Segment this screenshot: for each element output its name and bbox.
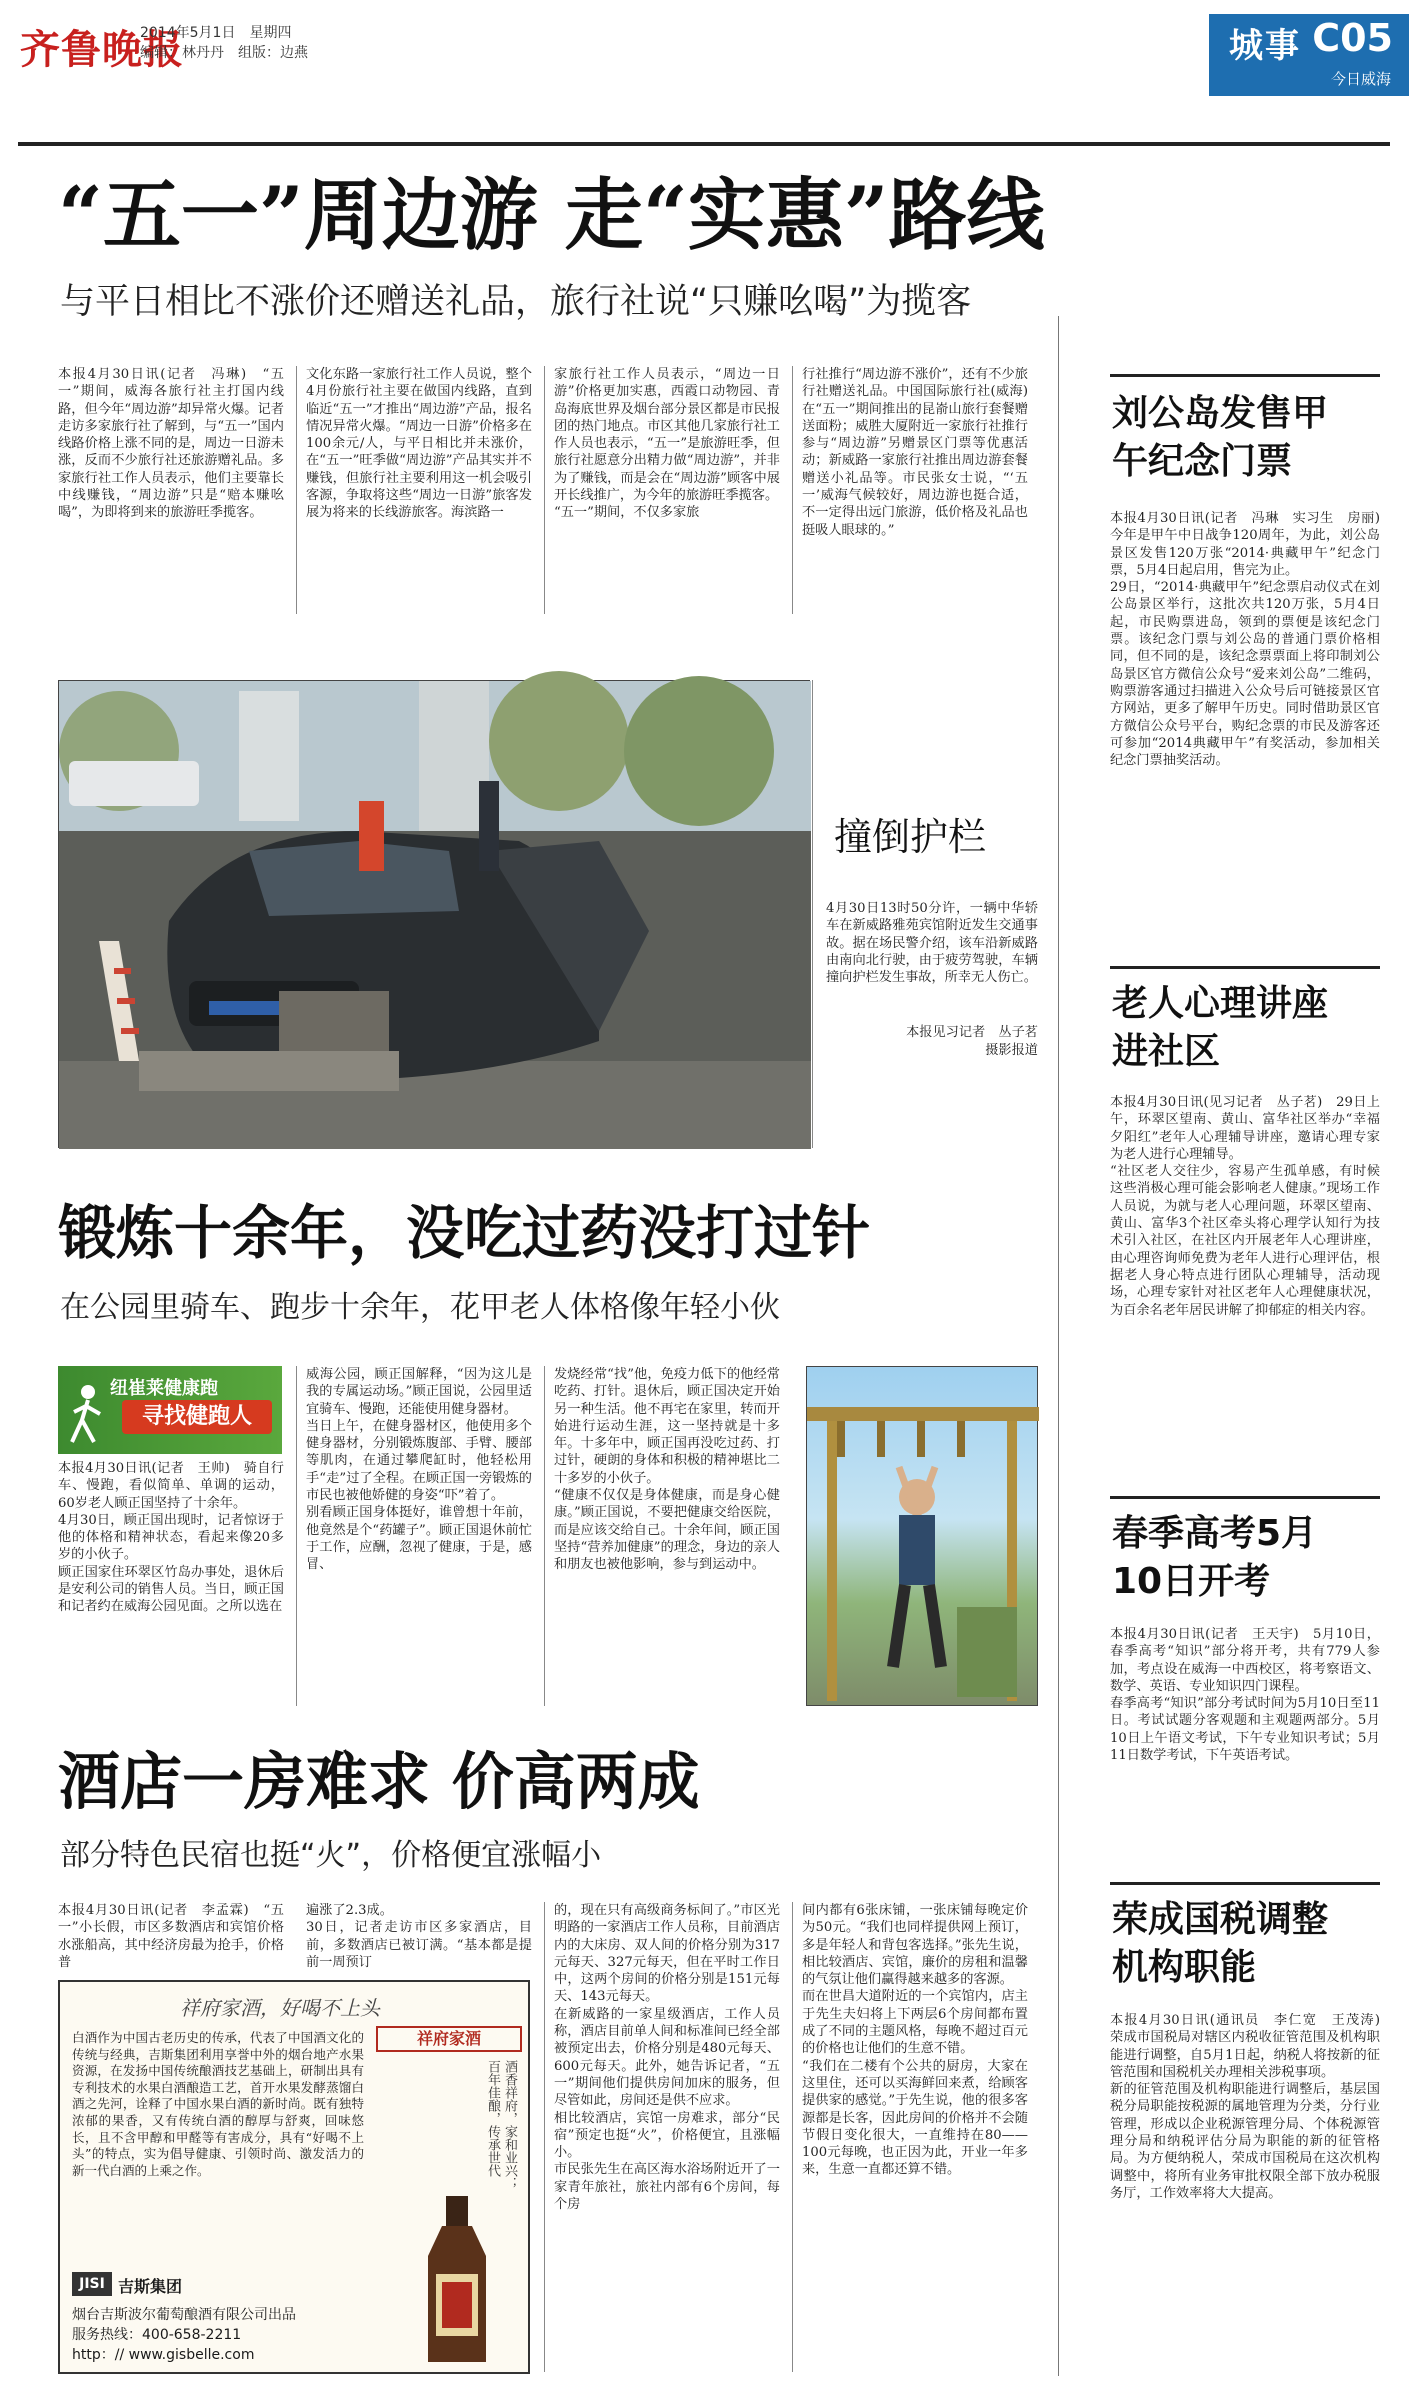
section-name: 城事 bbox=[1229, 26, 1301, 66]
story3-col2: 遍涨了2.3成。 30日，记者走访市区多家酒店，目前，多数酒店已被订满。“基本都是提前一周预订 bbox=[306, 1903, 532, 1970]
column-divider bbox=[296, 1366, 297, 1706]
banner-line2: 寻找健跑人 bbox=[122, 1400, 272, 1434]
column-divider bbox=[812, 680, 813, 1148]
story3-subhead: 部分特色民宿也挺“火”，价格便宜涨幅小 bbox=[60, 1838, 602, 1873]
ad-brand-mark: 祥府家酒 bbox=[376, 2026, 522, 2052]
page-number: C05 bbox=[1312, 16, 1393, 60]
sidebar-body-2: 本报4月30日讯(见习记者 丛子茗) 29日上午，环翠区望南、黄山、富华社区举办“幸福夕阳红”老年人心理辅导讲座，邀请心理专家为老人进行心理辅导。 “社区老人交往少，容易产生孤单感，有时候这些消极心理可能会影响老人健康。”现场工作人员说，为就与老人心理问题，环翠区望南、黄山、富华3个社区牵头将心理学认知行为技术引入社区，在社区内开展老年人心理讲座，由心理咨询师免费为老年人进行心理评估，根据老人身心特点进行团队心理辅导，活动现场，心理专家针对社区老年人心理健康状况，为百余名老年居民讲解了抑郁症的相关内容。 bbox=[1110, 1095, 1380, 1318]
subsection-name: 今日威海 bbox=[1330, 70, 1391, 88]
sidebar-body-4: 本报4月30日讯(通讯员 李仁宽 王茂涛) 荣成市国税局对辖区内税收征管范围及机构职能进行调整，自5月1日起，纳税人将按新的征管范围和国税机关办理相关涉税事项。 新的征管范围及机构职能进行调整后，基层国税分局职能按税源的属地管理为分类，分行业管理，形成以企业税源管理分局、个体税源管理分局和纳税评估分局为职能的新的征管格局。为方便纳税人，荣成市国税局在这次机构调整中，将所有业务审批权限全部下放办税服务厅，工作效率将大大提高。 bbox=[1110, 2013, 1380, 2201]
photo1-title: 撞倒护栏 bbox=[834, 815, 987, 859]
ad-slogan: 祥府家酒，好喝不上头 bbox=[180, 1996, 380, 2020]
story2-col3: 发烧经常“找”他，免疫力低下的他经常吃药、打针。退休后，顾正国决定开始另一种生活。他不再宅在家里，转而开始进行运动生涯，这一坚持就是十多年。十多年中，顾正国再没吃过药、打过针，硬朗的身体和积极的精神堪比二十多岁的小伙子。 “健康不仅仅是身体健康，而是身心健康。”顾正国说，不要把健康交给医院，而是应该交给自己。十余年间，顾正国坚持“营养加健康”的理念，身边的亲人和朋友也被他影响，参与到运动中。 bbox=[554, 1367, 780, 1573]
ad-company: 吉斯集团 bbox=[118, 2277, 183, 2296]
story3-col4: 间内都有6张床铺，一张床铺每晚定价为50元。“我们也同样提供网上预订，多是年轻人和背包客选择。”张先生说，相比较酒店、宾馆，廉价的房租和温馨的气氛让他们赢得越来越多的客源。 而在世昌大道附近的一个宾馆内，店主于先生夫妇将上下两层6个房间都布置成了不同的主题风格，每晚不超过百元的价格也让他们的生意不错。 “我们在二楼有个公共的厨房，大家在这里住，还可以买海鲜回来煮，给顾客提供家的感觉。”于先生说，他的很多客源都是长客，因此房间的价格并不会随节假日变化很大，一直维持在80——100元每晚，也正因为此，开业一年多来，生意一直都还算不错。 bbox=[802, 1903, 1028, 2178]
story2-col2: 威海公园，顾正国解释，“因为这儿是我的专属运动场。”顾正国说，公园里适宜骑车、慢跑，还能使用健身器材。 当日上午，在健身器材区，他使用多个健身器材，分别锻炼腹部、手臂、腰部等肌肉，在通过攀爬缸时，他轻松用手“走”过了全程。在顾正国一旁锻炼的市民也被他娇健的身姿“吓”着了。 别看顾正国身体挺好，谁曾想十年前，他竟然是个“药罐子”。顾正国退休前忙于工作，应酬，忽视了健康，于是，感冒、 bbox=[306, 1367, 532, 1573]
photo1-caption: 4月30日13时50分许，一辆中华轿车在新威路雅苑宾馆附近发生交通事故。据在场民警介绍，该车沿新威路由南向北行驶，由于疲劳驾驶，车辆撞向护栏发生事故，所幸无人伤亡。 bbox=[826, 901, 1038, 986]
story1-col1: 本报4月30日讯(记者 冯琳) “五一”期间，威海各旅行社主打国内线路，但今年“周边游”却异常火爆。记者走访多家旅行社了解到，与“五一”国内线路价格上涨不同的是，周边一日游未涨，反而不少旅行社还旅游赠礼品。多家旅行社工作人员表示，他们主要靠长中线赚钱，“周边游”只是“赔本赚吆喝”，为即将到来的旅游旺季揽客。 bbox=[58, 367, 284, 521]
column-divider bbox=[792, 366, 793, 614]
story1-col4: 行社推行“周边游不涨价”，还有不少旅行社赠送礼品。中国国际旅行社(威海)在“五一”期间推出的昆嵛山旅行套餐赠送面粉；威胜大厦附近一家旅行社推行参与“周边游”另赠景区门票等优惠活动；新威路一家旅行社推出周边游套餐赠送小礼品等。市民张女士说，“‘五一’威海气候较好，周边游也挺合适，不一定得出远门旅游，低价格及礼品也挺吸人眼球的。” bbox=[802, 367, 1028, 538]
story1-headline: “五一”周边游 走“实惠”路线 bbox=[58, 170, 1045, 261]
sidebar-title-2: 老人心理讲座进社区 bbox=[1112, 983, 1329, 1072]
issue-date: 2014年5月1日 星期四 bbox=[140, 25, 292, 41]
sidebar-rule bbox=[1110, 1496, 1380, 1499]
sidebar-body-1: 本报4月30日讯(记者 冯琳 实习生 房丽) 今年是甲午中日战争120周年，为此，刘公岛景区发售120万张“2014·典藏甲午”纪念门票，5月4日起启用，售完为止。 29日，“2014·典藏甲午”纪念票启动仪式在刘公岛景区举行，这批次共120万张，5月4日起，市民购票进岛，领到的票便是该纪念门票。该纪念门票与刘公岛的普通门票价格相同，但不同的是，该纪念票票面上将印制刘公岛景区官方微信公众号“爱来刘公岛”二维码，购票游客通过扫描进入公众号后可链接景区官方网站，更多了解甲午历史。同时借助景区官方微信公众号平台，购纪念票的市民及游客还可参加“2014典藏甲午”有奖活动，参加相关纪念门票抽奖活动。 bbox=[1110, 511, 1380, 769]
sidebar-rule bbox=[1110, 374, 1380, 377]
column-divider bbox=[544, 1366, 545, 1706]
photo1-credit2: 摄影报道 bbox=[985, 1043, 1038, 1058]
story2-subhead: 在公园里骑车、跑步十余年，花甲老人体格像年轻小伙 bbox=[60, 1290, 780, 1325]
sidebar-title-3: 春季高考5月10日开考 bbox=[1112, 1513, 1318, 1602]
story3-headline: 酒店一房难求 价高两成 bbox=[58, 1745, 700, 1818]
story2-headline: 锻炼十余年，没吃过药没打过针 bbox=[58, 1199, 871, 1267]
story1-col3: 家旅行社工作人员表示，“周边一日游”价格更加实惠，西霞口动物园、青岛海底世界及烟台部分景区都是市民报团的热门地点。市区其他几家旅行社工作人员也表示，“五一”是旅游旺季，但旅行社愿意分出精力做“周边游”，并非为了赚钱，而是会在“周边游”顾客中展开长线推广，为今年的旅游旺季揽客。 “五一”期间，不仅多家旅 bbox=[554, 367, 780, 521]
health-run-banner bbox=[58, 1366, 282, 1454]
exercise-illustration bbox=[807, 1367, 1039, 1707]
ad-company-full: 烟台吉斯波尔葡萄酿酒有限公司出品 bbox=[72, 2307, 296, 2323]
sidebar-divider bbox=[1058, 316, 1059, 2376]
story3-col3: 的，现在只有高级商务标间了。”市区光明路的一家酒店工作人员称，目前酒店内的大床房、双人间的价格分别为317元每天、327元每天，但在平时工作日中，这两个房间的价格分别是151元每天、143元每天。 在新威路的一家星级酒店，工作人员称，酒店目前单人间和标准间已经全部被预定出去，价格分别是480元每天、600元每天。此外，她告诉记者，“五一”期间他们提供房间加床的服务，但尽管如此，房间还是供不应求。 相比较酒店，宾馆一房难求，部分“民宿”预定也挺“火”，价格便宜，且涨幅小。 市民张先生在高区海水浴场附近开了一家青年旅社，旅社内部有6个房间，每个房 bbox=[554, 1903, 780, 2213]
accident-photo-illustration bbox=[59, 681, 811, 1149]
ad-poem: 酒香祥府，家和业兴；百年佳酿，传承世代 bbox=[485, 2060, 517, 2190]
column-divider bbox=[296, 366, 297, 614]
editor-credits: 编辑：林丹丹 组版：边燕 bbox=[140, 45, 308, 61]
sidebar-title-4: 荣成国税调整机构职能 bbox=[1112, 1899, 1329, 1988]
header-rule bbox=[18, 142, 1390, 146]
photo1-credit: 本报见习记者 丛子茗 bbox=[906, 1025, 1038, 1040]
banner-line1: 纽崔莱健康跑 bbox=[110, 1378, 218, 1399]
column-divider bbox=[792, 1902, 793, 2372]
runner-icon bbox=[68, 1384, 106, 1446]
newspaper-logo: 齐鲁晚报 bbox=[20, 26, 184, 73]
column-divider bbox=[544, 1902, 545, 2372]
exercise-photo bbox=[806, 1366, 1038, 1706]
liquor-advertisement bbox=[58, 1980, 530, 2374]
story1-subhead: 与平日相比不涨价还赠送礼品，旅行社说“只赚吆喝”为揽客 bbox=[60, 282, 972, 322]
column-divider bbox=[544, 366, 545, 614]
liquor-bottle-image bbox=[416, 2196, 498, 2366]
sidebar-rule bbox=[1110, 966, 1380, 969]
story1-col2: 文化东路一家旅行社工作人员说，整个4月份旅行社主要在做国内线路，直到临近“五一”才推出“周边游”产品，报名情况异常火爆。“周边一日游”价格多在100余元/人，与平日相比并未涨价，在“五一”旺季做“周边游”产品其实并不赚钱，但旅行社主要利用这一机会吸引客源，争取将这些“周边一日游”旅客发展为将来的长线游旅客。海滨路一 bbox=[306, 367, 532, 521]
ad-phone: 服务热线：400-658-2211 bbox=[72, 2327, 242, 2343]
story3-col1: 本报4月30日讯(记者 李孟霖) “五一”小长假，市区多数酒店和宾馆价格水涨船高，其中经济房最为抢手，价格普 bbox=[58, 1903, 284, 1970]
story2-col1: 本报4月30日讯(记者 王帅) 骑自行车、慢跑，看似简单、单调的运动，60岁老人顾正国坚持了十余年。 4月30日，顾正国出现时，记者惊讶于他的体格和精神状态，看起来像20多岁的小伙子。 顾正国家住环翠区竹岛办事处，退休后是安利公司的销售人员。当日，顾正国和记者约在威海公园见面。之所以选在 bbox=[58, 1461, 284, 1615]
sidebar-body-3: 本报4月30日讯(记者 王天宇) 5月10日，春季高考“知识”部分将开考，共有779人参加，考点设在威海一中西校区，将考察语文、数学、英语、专业知识四门课程。 春季高考“知识”部分考试时间为5月10日至11日。考试试题分客观题和主观题两部分。5月10日上午语文考试，下午专业知识考试；5月11日数学考试，下午英语考试。 bbox=[1110, 1627, 1380, 1764]
company-logo-icon: JISI bbox=[72, 2272, 112, 2296]
sidebar-rule bbox=[1110, 1882, 1380, 1885]
ad-url: http：// www.gisbelle.com bbox=[72, 2347, 255, 2363]
sidebar-title-1: 刘公岛发售甲午纪念门票 bbox=[1112, 393, 1329, 482]
ad-text: 白酒作为中国古老历史的传承，代表了中国酒文化的传统与经典，吉斯集团利用享誉中外的烟台地产水果资源，在发扬中国传统酿酒技艺基础上，研制出具有专利技术的水果白酒酿造工艺，首开水果发酵蒸馏白酒之先河，诠释了中国水果白酒的新时尚。既有独特浓郁的果香，又有传统白酒的醇厚与舒爽，回味悠长，且不含甲醇和甲醛等有害成分，具有“好喝不上头”的特点，实为倡导健康、引领时尚、激发活力的新一代白酒的上乘之作。 bbox=[72, 2030, 364, 2178]
accident-photo bbox=[58, 680, 810, 1148]
